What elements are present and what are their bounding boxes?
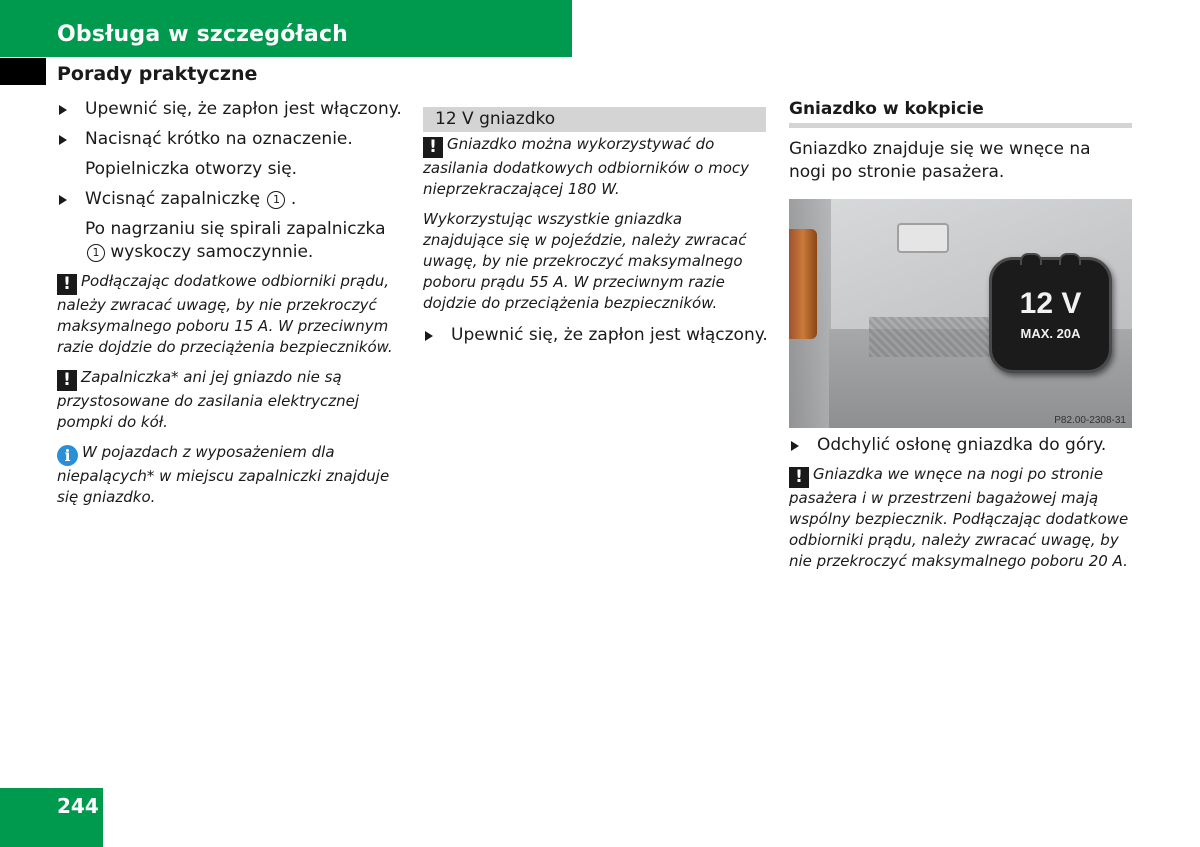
warning-note (423, 134, 766, 200)
chapter-title: Obsługa w szczegółach (57, 22, 349, 47)
cover-tab (1020, 253, 1042, 265)
info-icon: i (57, 445, 78, 466)
instruction-step (789, 434, 1132, 457)
cover-tab (1059, 253, 1081, 265)
instruction-step (423, 324, 766, 347)
warning-icon: ! (57, 274, 77, 295)
floor-mat (869, 317, 1009, 357)
step-arrow-icon (791, 441, 799, 451)
step-text: Nacisnąć krótko na oznaczenie. (85, 129, 353, 149)
info-note (57, 442, 405, 508)
instruction-step (57, 188, 405, 211)
step-text: Upewnić się, że zapłon jest włączony. (85, 99, 402, 119)
glovebox-handle (897, 223, 949, 253)
warning-note (789, 464, 1132, 572)
warning-text: Zapalniczka* ani jej gniazdo nie są przystosowane do zasilania elektrycznej pompki do kół. (57, 368, 360, 431)
section-title: Porady praktyczne (57, 63, 258, 85)
subsection-heading: 12 V gniazdko (423, 107, 766, 132)
photo-reference-code: P82.00-2308-31 (1054, 415, 1126, 426)
result-text: Po nagrzaniu się spirali zapalniczka (85, 219, 386, 239)
warning-text: Gniazdka we wnęce na nogi po stronie pasażera i w przestrzeni bagażowej mają wspólny bezpiecznik. Podłączając dodatkowe odbiorniki prądu, należy zwracać uwagę, by nie przekroczyć maksymalnego poboru 20 A. (789, 465, 1129, 570)
warning-text: Gniazdko można wykorzystywać do zasilania dodatkowych odbiorników o mocy nieprzekraczającej 180 W. (423, 135, 750, 198)
column-middle (423, 107, 766, 354)
socket-current-label: MAX. 20A (1020, 326, 1081, 341)
info-text: W pojazdach z wyposażeniem dla niepalących* w miejscu zapalniczki znajduje się gniazdko. (57, 443, 390, 506)
column-right (789, 97, 1132, 581)
step-arrow-icon (59, 195, 67, 205)
step-arrow-icon (59, 135, 67, 145)
italic-note: Wykorzystując wszystkie gniazdka znajdujące się w pojeździe, należy zwracać uwagę, by nie przekroczyć maksymalnego poboru prądu 55 A. W przeciwnym razie dojdzie do przeciążenia bezpieczników. (423, 210, 747, 312)
step-result (57, 218, 405, 264)
socket-photo (789, 199, 1132, 428)
warning-note (57, 271, 405, 358)
step-text: Odchylić osłonę gniazdka do góry. (817, 435, 1107, 455)
column-left (57, 98, 405, 517)
step-text: Upewnić się, że zapłon jest włączony. (451, 325, 768, 345)
step-result: Popielniczka otworzy się. (85, 159, 298, 179)
step-arrow-icon (59, 105, 67, 115)
callout-marker: 1 (267, 191, 285, 209)
instruction-step (57, 128, 405, 151)
wood-trim (789, 229, 817, 339)
subsection-heading: Gniazdko w kokpicie (789, 97, 1132, 128)
callout-marker: 1 (87, 244, 105, 262)
result-text: wyskoczy samoczynnie. (110, 242, 314, 262)
step-text-end: . (290, 189, 297, 209)
instruction-step (57, 98, 405, 121)
step-text: Wcisnąć zapalniczkę (85, 189, 261, 209)
section-marker (0, 58, 46, 85)
warning-note (57, 367, 405, 433)
page-number: 244 (57, 794, 99, 818)
body-text: Gniazdko znajduje się we wnęce na nogi po stronie pasażera. (789, 139, 1091, 182)
warning-icon: ! (423, 137, 443, 158)
socket-voltage-label: 12 V (1019, 287, 1082, 320)
warning-text: Podłączając dodatkowe odbiorniki prądu, należy zwracać uwagę, by nie przekroczyć maksymalnego poboru 15 A. W przeciwnym razie dojdzie do przeciążenia bezpieczników. (57, 272, 393, 356)
step-arrow-icon (425, 331, 433, 341)
socket-cover-inset (989, 257, 1112, 373)
warning-icon: ! (57, 370, 77, 391)
warning-icon: ! (789, 467, 809, 488)
